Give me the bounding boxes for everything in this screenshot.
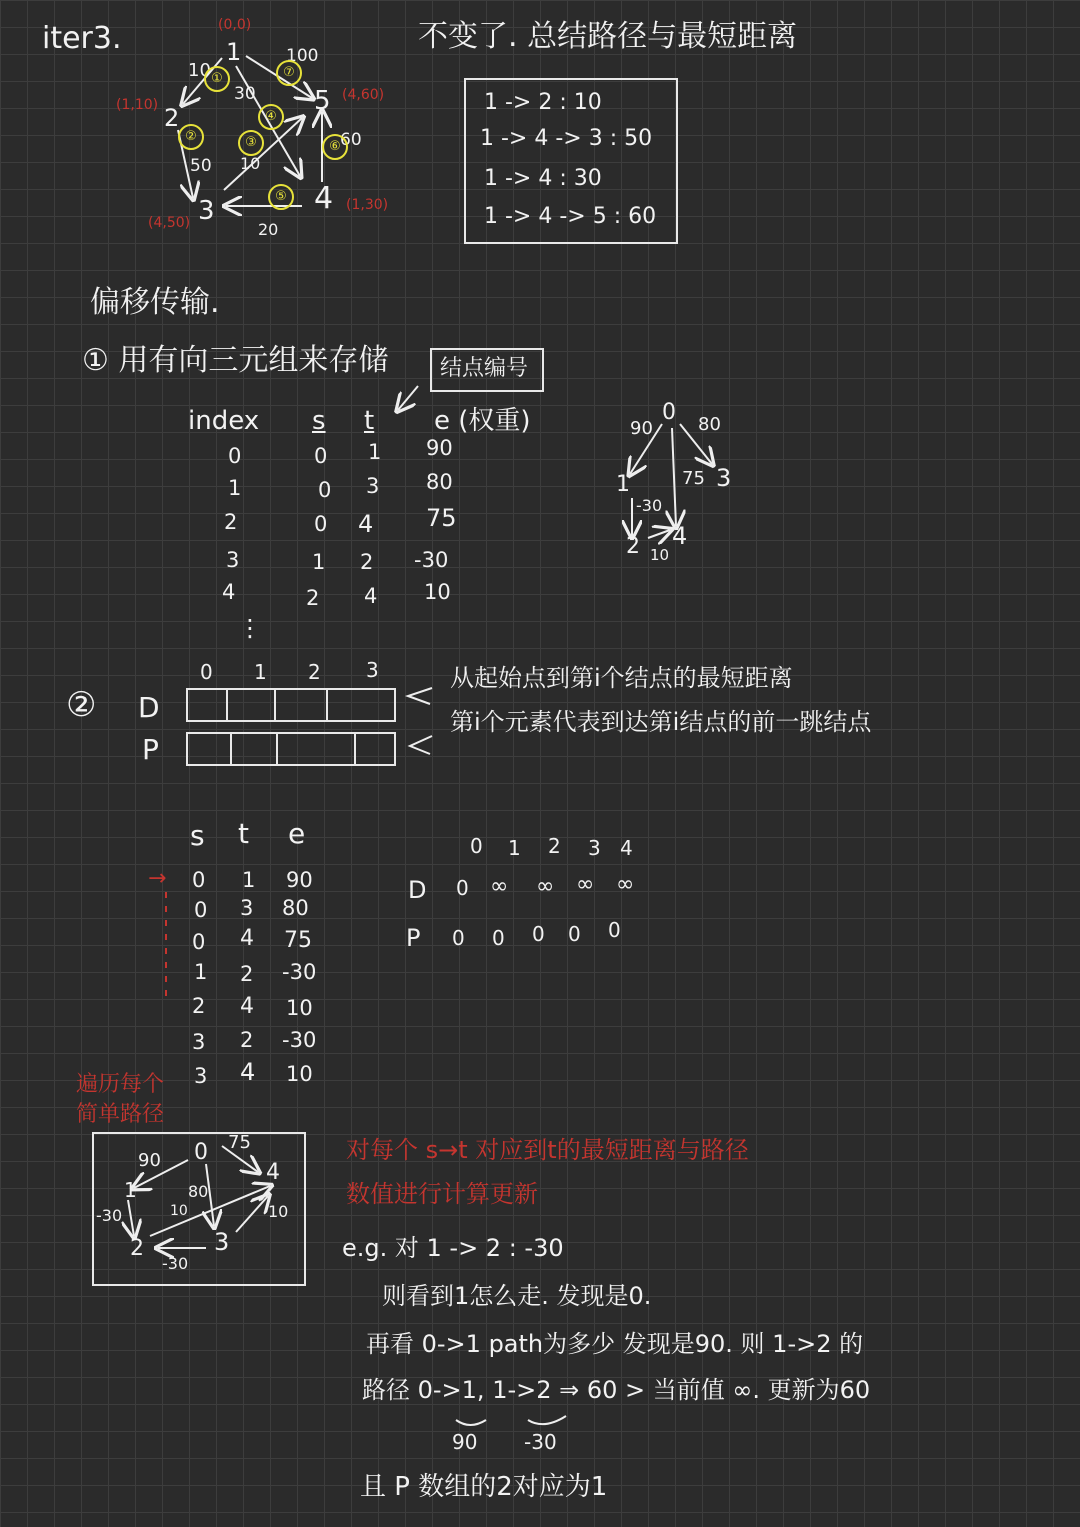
graph1-node-4: 4 [314,181,334,216]
graph3-weight-0-3: 80 [188,1182,209,1201]
graph3-node-1: 1 [124,1178,137,1202]
step2-index-1: 1 [254,660,267,684]
step2-marker: ② [66,685,97,725]
t2-r3-s: 1 [194,960,208,984]
dp-D-label: D [408,876,427,904]
graph3-weight-2-4: 10 [170,1203,188,1219]
example-line-1: e.g. 对 1 -> 2 : -30 [342,1234,564,1262]
example-line-5: 且 P 数组的2对应为1 [360,1472,608,1502]
t2-r3-e: -30 [282,960,317,984]
graph3-weight-3-2: -30 [162,1254,189,1273]
section-title: 偏移传输. [90,285,220,320]
example-sub-1: 90 [452,1430,478,1454]
step1-row-3-t: 2 [360,550,374,574]
graph1-node-1: 1 [226,38,242,66]
t2-r6-s: 3 [194,1064,208,1088]
t2-r1-e: 80 [282,896,309,920]
step1-row-1-index: 1 [228,476,242,500]
graph3-weight-0-4: 75 [228,1132,251,1153]
t2-r2-t: 4 [240,926,254,951]
step2-label-D: D [138,691,160,724]
graph1-label-4: (1,30) [346,197,389,213]
table2-header-e: e [288,817,306,850]
t2-r5-t: 2 [240,1028,254,1052]
dp-D-0: 0 [456,876,469,900]
graph1-weight-1-5: 100 [286,46,319,66]
graph1-label-2: (1,10) [116,97,159,113]
t2-r4-e: 10 [286,996,313,1020]
t2-r2-s: 0 [192,930,206,954]
step2-index-2: 2 [308,660,321,684]
t2-r2-e: 75 [284,928,312,953]
page-title: iter3. [42,21,122,56]
t2-r5-s: 3 [192,1030,206,1054]
graph1-weight-2-3: 50 [190,156,212,176]
graph1-weight-1-2: 10 [188,60,211,81]
step1-text: ① 用有向三元组来存储 [82,343,389,378]
t2-r1-t: 3 [240,896,254,920]
rule-note-line-1: 对每个 s→t 对应到t的最短距离与路径 [346,1136,749,1164]
step1-row-3-s: 1 [312,550,326,574]
t2-r3-t: 2 [240,962,254,986]
graph3-weight-3-4: 10 [268,1202,289,1221]
step1-row-0-t: 1 [368,440,382,464]
graph1-weight-4-3: 20 [258,220,279,239]
step2-note-P: 第i个元素代表到达第i结点的前一跳结点 [450,708,872,736]
graph1-label-5: (4,60) [342,87,385,103]
example-line-2: 则看到1怎么走. 发现是0. [382,1282,652,1310]
step1-row-4-s: 2 [306,586,320,610]
dp-index-4: 4 [620,836,633,860]
step2-note-D: 从起始点到第i个结点的最短距离 [450,664,793,692]
table2-pointer: → [148,866,167,891]
step1-row-3-index: 3 [226,548,240,572]
graph1-order-4: ④ [258,104,284,130]
table2-header-s: s [190,819,205,852]
dp-P-2: 0 [532,922,545,946]
step2-index-0: 0 [200,660,213,684]
heading: 不变了. 总结路径与最短距离 [418,19,798,54]
t2-r0-t: 1 [242,868,256,892]
graph1-label-1: (0,0) [218,17,252,33]
example-line-3: 再看 0->1 path为多少 发现是90. 则 1->2 的 [366,1330,864,1358]
dp-index-1: 1 [508,836,521,860]
dp-D-2: ∞ [536,874,555,899]
graph1-order-6: ⑥ [322,134,348,160]
dp-P-3: 0 [568,922,581,946]
dp-D-3: ∞ [576,872,595,897]
graph1-node-3: 3 [198,196,215,226]
dp-P-4: 0 [608,918,621,942]
step1-row-0-s: 0 [314,444,328,468]
graph2-node-2: 2 [626,534,640,559]
step1-ellipsis: ⋮ [238,614,262,642]
step1-row-2-s: 0 [314,512,328,536]
step2-label-P: P [142,733,159,766]
step1-header-e: e (权重) [434,406,531,436]
table2-header-t: t [238,817,249,850]
graph2-node-1: 1 [616,472,630,497]
graph1-label-3: (4,50) [148,215,191,231]
step2-index-3: 3 [366,658,379,682]
step1-row-1-t: 3 [366,474,380,498]
step1-row-0-index: 0 [228,444,242,468]
t2-r4-t: 4 [240,994,254,1019]
step1-row-1-s: 0 [318,478,332,502]
graph2-node-0: 0 [662,400,676,425]
summary-line-3: 1 -> 4 : 30 [484,166,602,191]
graph2-weight-0-1: 90 [630,418,653,439]
graph1-order-1: ① [204,66,230,92]
graph2-weight-0-4: 75 [682,468,705,489]
graph3-weight-1-2: -30 [96,1206,123,1225]
graph1-node-5: 5 [314,86,331,116]
step1-header-s: s [312,406,326,436]
graph1-node-2: 2 [164,104,180,132]
t2-r0-e: 90 [286,868,313,892]
graph1-weight-4-5: 60 [340,130,362,150]
summary-line-2: 1 -> 4 -> 3 : 50 [480,126,653,151]
graph1-order-2: ② [178,124,204,150]
graph2-weight-1-2: -30 [636,496,663,515]
step1-row-2-t: 4 [358,510,374,538]
t2-r5-e: -30 [282,1028,317,1052]
dp-P-label: P [406,924,421,952]
t2-r0-s: 0 [192,868,206,892]
t2-r6-t: 4 [240,1058,256,1086]
graph3-node-2: 2 [130,1236,144,1261]
dp-index-2: 2 [548,834,561,858]
graph2-node-3: 3 [716,464,732,492]
t2-r6-e: 10 [286,1062,313,1086]
step1-row-4-e: 10 [424,580,451,604]
graph1-order-3: ③ [238,130,264,156]
step1-row-1-e: 80 [426,470,453,494]
dp-P-1: 0 [492,926,505,950]
dp-index-0: 0 [470,834,483,858]
summary-line-4: 1 -> 4 -> 5 : 60 [484,204,657,229]
dp-D-4: ∞ [616,872,635,897]
rule-note-line-2: 数值进行计算更新 [346,1180,538,1208]
t2-r4-s: 2 [192,994,206,1018]
step1-row-4-index: 4 [222,580,236,604]
dp-P-0: 0 [452,926,465,950]
graph3-node-4: 4 [266,1160,280,1185]
graph1-order-5: ⑤ [268,184,294,210]
graph3-weight-0-1: 90 [138,1150,161,1171]
dp-D-1: ∞ [490,874,509,899]
summary-line-1: 1 -> 2 : 10 [484,90,602,115]
graph1-order-7: ⑦ [276,60,302,86]
graph2-node-4: 4 [672,522,688,550]
dp-index-3: 3 [588,836,601,860]
traverse-note: 遍历每个简单路径 [76,1072,165,1127]
step1-row-2-e: 75 [426,504,457,532]
graph3-node-0: 0 [194,1140,208,1165]
graph2-weight-0-3: 80 [698,414,721,435]
example-sub-2: -30 [524,1430,557,1454]
step1-header-index: index [188,406,260,436]
graph1-weight-1-4: 30 [234,84,256,104]
step1-header-t: t [364,406,375,436]
step1-row-2-index: 2 [224,510,238,534]
example-line-4: 路径 0->1, 1->2 ⇒ 60 > 当前值 ∞. 更新为60 [362,1376,871,1404]
step1-callout-text: 结点编号 [440,356,529,381]
graph3-node-3: 3 [214,1228,230,1256]
step1-row-0-e: 90 [426,436,453,460]
graph2-weight-2-4: 10 [650,546,670,564]
step1-row-3-e: -30 [414,548,449,572]
step1-row-4-t: 4 [364,584,378,608]
t2-r1-s: 0 [194,898,208,922]
graph1-weight-3-5: 10 [240,154,261,173]
